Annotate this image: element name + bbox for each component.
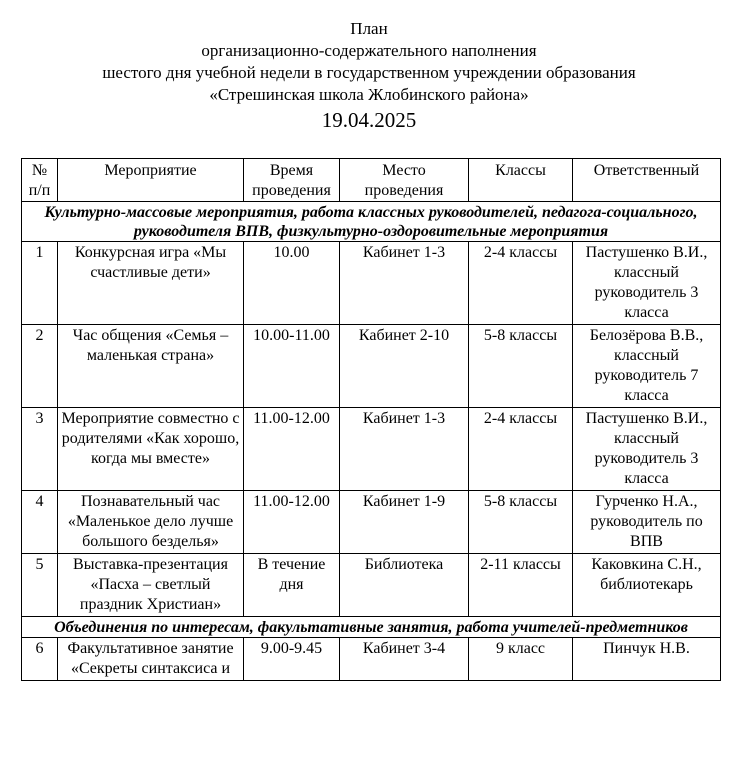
col-header-time: Время проведения [244,159,340,202]
cell-num: 3 [22,408,58,491]
table-row [22,638,721,681]
cell-place: Кабинет 1-3 [340,242,469,325]
doc-subtitle-line-2: шестого дня учебной недели в государственном учреждении образования [102,63,636,82]
table-row [22,408,721,491]
section-row-cultural [22,202,721,242]
cell-event: Выставка-презентация «Пасха – светлый праздник Христиан» [58,554,244,617]
cell-responsible: Гурченко Н.А., руководитель по ВПВ [573,491,721,554]
cell-responsible: Каковкина С.Н., библиотекарь [573,554,721,617]
cell-time: 9.00-9.45 [244,638,340,681]
cell-num: 6 [22,638,58,681]
cell-classes: 2-11 классы [469,554,573,617]
cell-place: Кабинет 2-10 [340,325,469,408]
table-row [22,325,721,408]
doc-title: План [350,19,388,38]
cell-time: 11.00-12.00 [244,408,340,491]
cell-responsible: Пастушенко В.И., классный руководитель 3 класса [573,242,721,325]
doc-date: 19.04.2025 [321,108,417,132]
cell-event: Конкурсная игра «Мы счастливые дети» [58,242,244,325]
plan-table [21,158,721,681]
cell-event: Мероприятие совместно с родителями «Как хорошо, когда мы вместе» [58,408,244,491]
cell-place: Кабинет 1-3 [340,408,469,491]
cell-time: 11.00-12.00 [244,491,340,554]
document-header [0,18,738,133]
col-header-event: Мероприятие [58,159,244,202]
cell-num: 4 [22,491,58,554]
cell-place: Библиотека [340,554,469,617]
cell-time: В течение дня [244,554,340,617]
cell-num: 1 [22,242,58,325]
cell-classes: 5-8 классы [469,325,573,408]
cell-classes: 5-8 классы [469,491,573,554]
cell-classes: 2-4 классы [469,242,573,325]
cell-time: 10.00-11.00 [244,325,340,408]
cell-num: 2 [22,325,58,408]
cell-place: Кабинет 1-9 [340,491,469,554]
table-header-row [22,159,721,202]
cell-time: 10.00 [244,242,340,325]
section-row-interests [22,617,721,638]
section-title-cultural: Культурно-массовые мероприятия, работа классных руководителей, педагога-социального, руководителя ВПВ, физкультурно-оздоровительные мероприятия [22,202,721,242]
cell-classes: 2-4 классы [469,408,573,491]
col-header-place: Место проведения [340,159,469,202]
cell-num: 5 [22,554,58,617]
table-row [22,491,721,554]
cell-event: Час общения «Семья – маленькая страна» [58,325,244,408]
school-name: «Стрешинская школа Жлобинского района» [209,85,529,104]
doc-subtitle-line-1: организационно-содержательного наполнения [201,41,537,60]
section-title-interests: Объединения по интересам, факультативные занятия, работа учителей-предметников [22,617,721,638]
col-header-num: № п/п [22,159,58,202]
table-row [22,554,721,617]
col-header-responsible: Ответственный [573,159,721,202]
cell-responsible: Пинчук Н.В. [573,638,721,681]
cell-responsible: Белозёрова В.В., классный руководитель 7 класса [573,325,721,408]
cell-responsible: Пастушенко В.И., классный руководитель 3 класса [573,408,721,491]
cell-classes: 9 класс [469,638,573,681]
cell-place: Кабинет 3-4 [340,638,469,681]
col-header-classes: Классы [469,159,573,202]
cell-event: Познавательный час «Маленькое дело лучше большого безделья» [58,491,244,554]
cell-event: Факультативное занятие «Секреты синтаксиса и [58,638,244,681]
table-row [22,242,721,325]
